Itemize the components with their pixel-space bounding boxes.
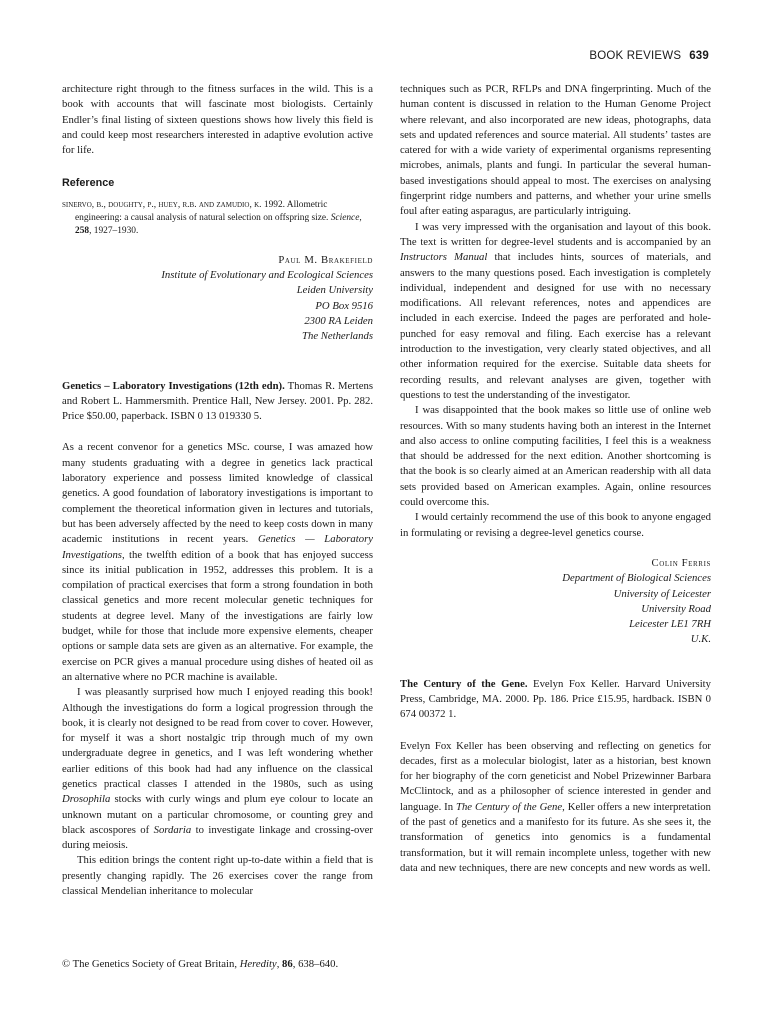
address-line: University of Leicester xyxy=(613,587,711,600)
review-paragraph: This edition brings the content right up-to-date within a field that is presently changing rapidly. The 26 exercises cover the range from classical Mendelian inheritance to molecular xyxy=(62,854,373,898)
reference-text: 1992. Allometric engineering: a causal analysis of natural selection on offspring size. xyxy=(75,199,331,223)
book-title: The Century of the Gene. xyxy=(400,677,528,690)
review-paragraph: techniques such as PCR, RFLPs and DNA fingerprinting. Much of the human content is discussed in relation to the Human Genome Project where relevant, and also incorporated are new ideas, photographs, data sets and updated references and source material. All students’ tastes are catered for with a wide variety of experimental organisms representing microbes, animals, plants and fungi. In particular the several human-based investigations should appeal to most. The exercises on analysing fingerprint ridge numbers and patterns, and whether your urine smells foul after eating asparagus, are particularly intriguing. xyxy=(400,83,711,218)
reference-volume: 258 xyxy=(75,225,90,236)
address-line: PO Box 9516 xyxy=(315,299,373,312)
review-paragraph: Evelyn Fox Keller has been observing and reflecting on genetics for decades, first as a molecular biologist, later as a historian, best known for her biography of the corn geneticist and Nobel Prizewinner Barbara McClintock, and as a philosopher of science interested in gender and language. In The Century of the Gene, Keller offers a new interpretation of the past of genetics and a manifesto for its future. As she sees it, the transformation of genetics into genomics is a fundamental transformation, but it will remain incomplete unless, together with new data and new techniques, there are new concepts and new words as well. xyxy=(400,739,711,874)
review-paragraph: I was pleasantly surprised how much I enjoyed reading this book! Although the investigations do form a logical progression through the book, it is clearly not designed to be read from cover to cover. However, for myself it was a short nostalgic trip through much of my own undergraduate degree in genetics, and I was left wondering whether earlier editions of this book had had any influence on the classical genetics practical classes I attended in the 1980s, such as using Drosophila stocks with curly wings and plum eye colour to locate an unknown mutant on a particular chromosome, or counting grey and black ascospores of Sordaria to investigate linkage and crossing-over during meiosis. xyxy=(62,686,373,852)
address-line: U.K. xyxy=(690,633,711,646)
address-line: 2300 RA Leiden xyxy=(304,314,373,327)
signature-ferris xyxy=(400,556,711,648)
right-column xyxy=(400,82,711,876)
address-line: Leiden University xyxy=(296,284,373,297)
book-details: Evelyn Fox Keller. Harvard University Press, Cambridge, MA. 2000. Pp. 186. Price £15.95, hardback. ISBN 0 674 00372 1. xyxy=(400,677,711,721)
left-column xyxy=(62,82,373,899)
reference-journal: Science xyxy=(330,212,360,223)
page-number: 639 xyxy=(689,50,709,62)
intro-paragraph: architecture right through to the fitness surfaces in the wild. This is a book with accounts that will fascinate most biologists. Certainly Endler’s final listing of sixteen questions shows how lively this field is and could keep most researchers interested in adaptive evolution active for life. xyxy=(62,83,373,157)
review-paragraph: I was disappointed that the book makes so little use of online web resources. With so many students having both an interest in the Internet and also access to online computing facilities, I feel this is a weakness that should be addressed for the next edition. Another shortcoming is that the book is so clearly aimed at an American readership with all data sets provided based on American examples. Again, online resources could overcome this. xyxy=(400,404,711,509)
reference-entry: sinervo, b., doughty, p., huey, r.b. and zamudio, k. 1992. Allometric engineering: a causal analysis of natural selection on offspring size. Science, 258, 1927–1930. xyxy=(62,199,362,236)
reviewer-name: Paul M. Brakefield xyxy=(278,253,373,266)
review-paragraph: As a recent convenor for a genetics MSc. course, I was amazed how many students graduating with a degree in genetics lack practical laboratory experience and possess limited knowledge of classical genetics. A good foundation of laboratory investigations is important to complement the theoretical information given in lectures and tutorials, but has been adversely affected by the need to keep costs down in many academic institutions in recent years. Genetics — Laboratory Investigations, the twelfth edition of a book that has enjoyed success since its initial publication in 1952, addresses this problem. It is a compilation of practical exercises that form a strong foundation in both classical genetics and more recent molecular genetic techniques for students at degree level. Many of the investigations are fairly low budget, while for those that include more expensive elements, cheaper options or sample data sets are given as an alternative. For example, the exercise on PCR gives a manual procedure using dishes of heated oil as an alternative where no PCR machine is available. xyxy=(62,441,373,683)
reference-heading: Reference xyxy=(62,177,115,190)
address-line: Department of Biological Sciences xyxy=(562,572,711,585)
review-paragraph: I would certainly recommend the use of this book to anyone engaged in formulating or revising a degree-level genetics course. xyxy=(400,511,711,539)
book-details: Thomas R. Mertens and Robert L. Hammersmith. Prentice Hall, New Jersey. 2001. Pp. 282. Price $50.00, paperback. ISBN 0 13 019330 5. xyxy=(62,379,373,423)
running-header xyxy=(589,50,709,62)
address-line: Leicester LE1 7RH xyxy=(629,618,711,631)
reviewer-name: Colin Ferris xyxy=(651,556,711,569)
review-paragraph: I was very impressed with the organisation and layout of this book. The text is written for degree-level students and is accompanied by an Instructors Manual that includes hints, sources of materials, and answers to the many questions posed. Each investigation is completely individual, independent and designed for use with no necessary modifications. All relevant references, notes and appendices are included in each exercise. Indeed the pages are perforated and hole-punched for easy removal and filing. Each exercise has a relevant introduction to the investigation, very clearly stated objectives, and all other information required for the exercise. Suitable data sheets for recording results, and relevant analyses are given, together with questions to test the understanding of the investigator. xyxy=(400,220,712,401)
book-title: Genetics – Laboratory Investigations (12th edn). xyxy=(62,379,285,392)
reference-authors: sinervo, b., doughty, p., huey, r.b. and zamudio, k. xyxy=(62,199,262,210)
signature-brakefield xyxy=(62,253,373,345)
address-line: University Road xyxy=(641,602,711,615)
copyright-footer: © The Genetics Society of Great Britain, Heredity, 86, 638–640. xyxy=(62,958,339,970)
reference-pages: , 1927–1930. xyxy=(89,225,139,236)
address-line: Institute of Evolutionary and Ecological Sciences xyxy=(161,269,373,282)
review-header-genetics-lab xyxy=(62,379,373,425)
section-title: BOOK REVIEWS xyxy=(589,50,682,62)
review-header-century-gene xyxy=(400,677,711,723)
address-line: The Netherlands xyxy=(302,330,373,343)
